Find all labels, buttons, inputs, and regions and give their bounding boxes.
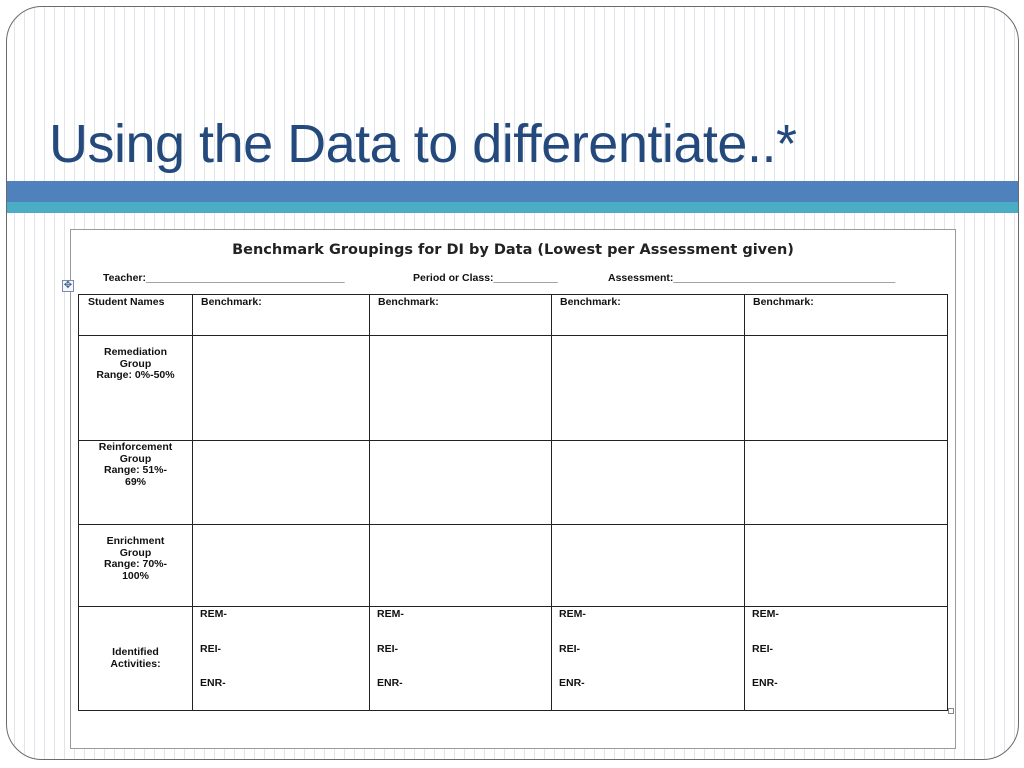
period-field: Period or Class:___________ (413, 272, 558, 284)
rei-entry: REI- (752, 643, 773, 655)
header-benchmark-2: Benchmark: (370, 295, 552, 336)
identified-activities-label: Identified Activities: (79, 607, 193, 711)
enr-entry: ENR- (559, 677, 585, 689)
table-row-activities (79, 607, 948, 711)
rem-entry: REM- (559, 608, 586, 620)
enrichment-group-label: Enrichment Group Range: 70%- 100% (79, 525, 193, 607)
remediation-group-label: Remediation Group Range: 0%-50% (79, 336, 193, 441)
benchmark-groupings-table (78, 294, 948, 711)
table-row-reinforcement (79, 441, 948, 525)
table-move-handle-icon[interactable]: ✥ (63, 280, 73, 291)
rei-entry: REI- (559, 643, 580, 655)
table-cell (745, 525, 948, 607)
teacher-field: Teacher:__________________________________ (103, 272, 345, 284)
table-resize-handle[interactable] (948, 708, 954, 714)
rei-entry: REI- (377, 643, 398, 655)
table-cell (193, 525, 370, 607)
activities-cell (193, 607, 370, 711)
header-benchmark-3: Benchmark: (552, 295, 745, 336)
rem-entry: REM- (200, 608, 227, 620)
table-header-row (79, 295, 948, 336)
title-underline-band-accent (7, 202, 1018, 213)
header-benchmark-4: Benchmark: (745, 295, 948, 336)
table-cell (552, 525, 745, 607)
table-cell (370, 336, 552, 441)
document-title: Benchmark Groupings for DI by Data (Lowest per Assessment given) (232, 242, 794, 258)
table-cell (552, 441, 745, 525)
activities-cell (370, 607, 552, 711)
activities-cell (552, 607, 745, 711)
rem-entry: REM- (377, 608, 404, 620)
enr-entry: ENR- (752, 677, 778, 689)
reinforcement-group-label: Reinforcement Group Range: 51%- 69% (79, 441, 193, 525)
table-cell (745, 336, 948, 441)
assessment-field: Assessment:______________________________________ (608, 272, 896, 284)
rei-entry: REI- (200, 643, 221, 655)
table-cell (745, 441, 948, 525)
rem-entry: REM- (752, 608, 779, 620)
table-cell (193, 441, 370, 525)
table-row-enrichment (79, 525, 948, 607)
slide-title: Using the Data to differentiate..* (49, 114, 797, 174)
enr-entry: ENR- (377, 677, 403, 689)
table-cell (370, 441, 552, 525)
table-cell (552, 336, 745, 441)
activities-cell (745, 607, 948, 711)
header-student-names: Student Names (79, 295, 193, 336)
enr-entry: ENR- (200, 677, 226, 689)
table-cell (193, 336, 370, 441)
table-cell (370, 525, 552, 607)
header-benchmark-1: Benchmark: (193, 295, 370, 336)
table-row-remediation (79, 336, 948, 441)
title-underline-band (7, 181, 1018, 202)
